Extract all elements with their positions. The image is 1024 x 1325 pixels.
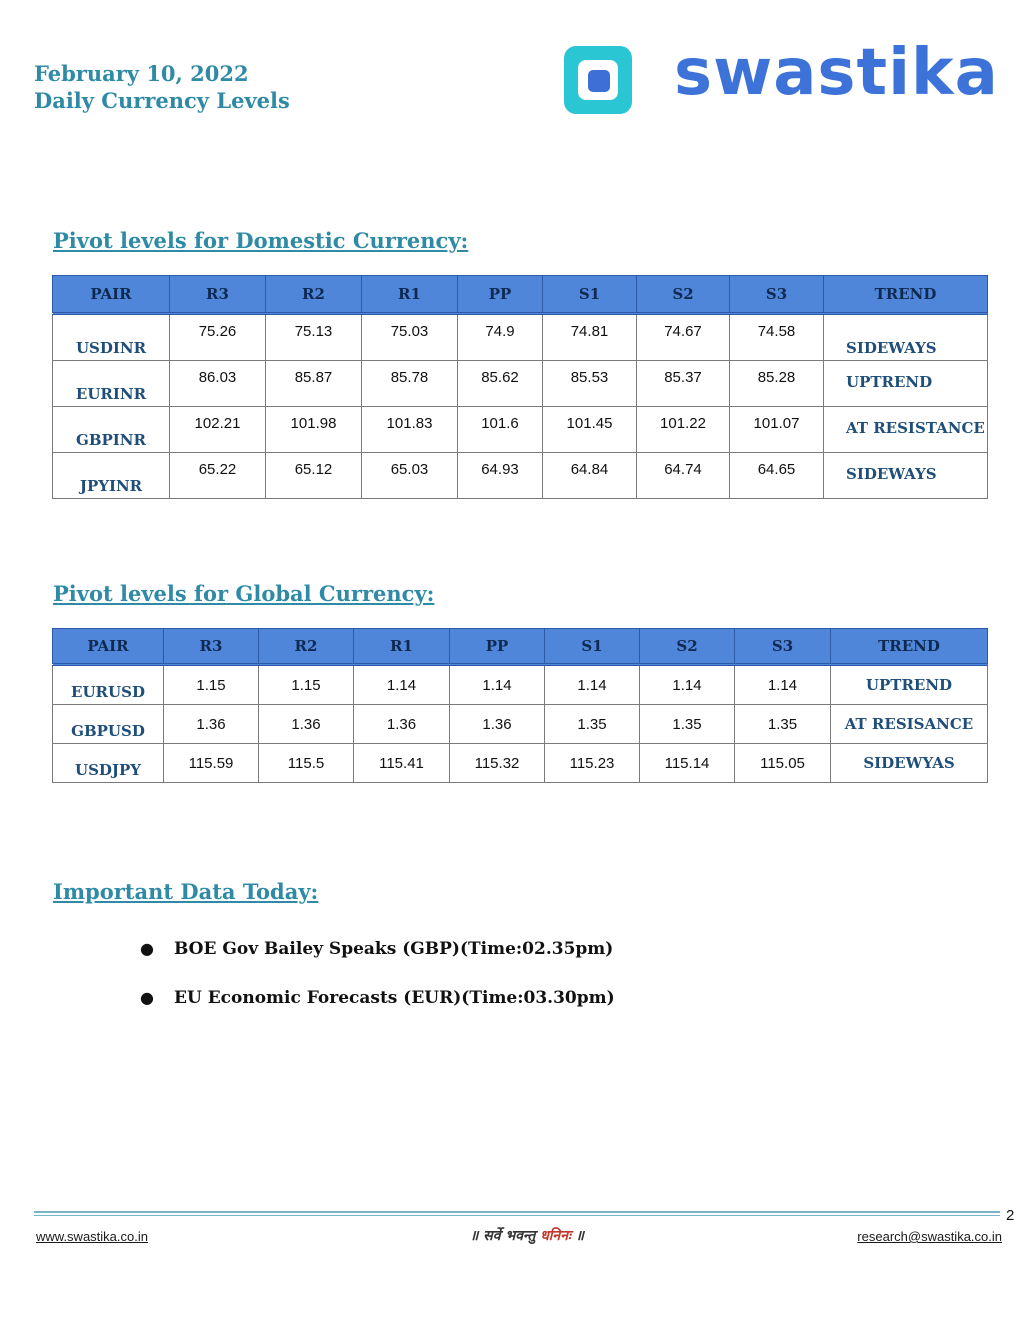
value-cell: 1.14 [545,665,640,705]
pair-cell: USDJPY [53,744,164,783]
value-cell: 75.03 [362,314,458,361]
value-cell: 74.58 [730,314,824,361]
value-cell: 115.23 [545,744,640,783]
value-cell: 1.35 [640,705,735,744]
table-header-row [53,276,988,314]
value-cell: 65.03 [362,453,458,499]
pair-cell: JPYINR [53,453,170,499]
table-row [53,361,988,407]
column-header: R2 [266,276,362,314]
value-cell: 1.36 [450,705,545,744]
value-cell: 1.14 [735,665,831,705]
value-cell: 64.93 [458,453,543,499]
value-cell: 115.41 [354,744,450,783]
event-text: EU Economic Forecasts (EUR)(Time:03.30pm) [174,988,615,1008]
value-cell: 75.26 [170,314,266,361]
column-header: R2 [259,629,354,665]
trend-cell: SIDEWAYS [824,314,988,361]
motto-text-end: ॥ [570,1228,585,1244]
value-cell: 1.14 [450,665,545,705]
table-row [53,744,988,783]
column-header: R3 [164,629,259,665]
column-header: PAIR [53,629,164,665]
column-header: R3 [170,276,266,314]
rounded-square-logo-icon [564,46,632,114]
table-row [53,453,988,499]
footer-divider-thin [34,1215,1000,1216]
trend-cell: AT RESISANCE [831,705,988,744]
logo-wordmark: swastika [674,36,999,110]
important-section-title: Important Data Today: [53,879,319,904]
value-cell: 115.14 [640,744,735,783]
value-cell: 85.78 [362,361,458,407]
bullet-icon: ● [140,988,154,1007]
pair-cell: GBPUSD [53,705,164,744]
value-cell: 1.36 [259,705,354,744]
column-header: PP [458,276,543,314]
important-events-list [140,934,615,1032]
value-cell: 1.36 [164,705,259,744]
report-date: February 10, 2022 [34,61,249,86]
global-pivot-table [52,628,988,783]
value-cell: 74.9 [458,314,543,361]
column-header: PP [450,629,545,665]
value-cell: 101.45 [543,407,637,453]
value-cell: 1.35 [735,705,831,744]
value-cell: 64.65 [730,453,824,499]
swastika-logo [560,36,1000,120]
value-cell: 1.35 [545,705,640,744]
trend-cell: AT RESISTANCE [824,407,988,453]
table-row [53,314,988,361]
list-item [140,934,615,983]
pair-cell: EURINR [53,361,170,407]
column-header: S2 [637,276,730,314]
value-cell: 85.62 [458,361,543,407]
table-row [53,407,988,453]
report-header [34,60,290,114]
value-cell: 1.14 [640,665,735,705]
pair-cell: EURUSD [53,665,164,705]
report-subtitle: Daily Currency Levels [34,88,290,113]
column-header: TREND [831,629,988,665]
value-cell: 65.22 [170,453,266,499]
table-row [53,665,988,705]
value-cell: 85.37 [637,361,730,407]
value-cell: 115.32 [450,744,545,783]
value-cell: 101.22 [637,407,730,453]
value-cell: 85.28 [730,361,824,407]
value-cell: 1.15 [164,665,259,705]
value-cell: 75.13 [266,314,362,361]
global-section-title: Pivot levels for Global Currency: [53,581,435,606]
trend-cell: SIDEWAYS [824,453,988,499]
domestic-section-title: Pivot levels for Domestic Currency: [53,228,469,253]
value-cell: 64.84 [543,453,637,499]
list-item [140,983,615,1032]
column-header: R1 [354,629,450,665]
column-header: S2 [640,629,735,665]
trend-cell: SIDEWYAS [831,744,988,783]
page-number: 2 [1006,1207,1015,1224]
value-cell: 115.05 [735,744,831,783]
motto-text: ॥ सर्वे भवन्तु [470,1228,541,1244]
column-header: S3 [730,276,824,314]
pair-cell: GBPINR [53,407,170,453]
column-header: S1 [545,629,640,665]
domestic-pivot-table [52,275,988,499]
value-cell: 115.5 [259,744,354,783]
column-header: S1 [543,276,637,314]
event-text: BOE Gov Bailey Speaks (GBP)(Time:02.35pm) [174,939,614,959]
value-cell: 74.67 [637,314,730,361]
value-cell: 65.12 [266,453,362,499]
value-cell: 101.07 [730,407,824,453]
value-cell: 1.36 [354,705,450,744]
value-cell: 1.15 [259,665,354,705]
value-cell: 1.14 [354,665,450,705]
column-header: TREND [824,276,988,314]
column-header: S3 [735,629,831,665]
column-header: R1 [362,276,458,314]
value-cell: 101.98 [266,407,362,453]
value-cell: 101.83 [362,407,458,453]
table-row [53,705,988,744]
value-cell: 74.81 [543,314,637,361]
website-link[interactable]: www.swastika.co.in [36,1229,148,1244]
value-cell: 86.03 [170,361,266,407]
motto-accent-text: धनिनः [540,1228,571,1244]
value-cell: 101.6 [458,407,543,453]
value-cell: 85.53 [543,361,637,407]
column-header: PAIR [53,276,170,314]
footer-motto [470,1226,584,1245]
pair-cell: USDINR [53,314,170,361]
value-cell: 115.59 [164,744,259,783]
value-cell: 85.87 [266,361,362,407]
footer-divider [34,1211,1000,1213]
table-header-row [53,629,988,665]
value-cell: 64.74 [637,453,730,499]
trend-cell: UPTREND [824,361,988,407]
value-cell: 102.21 [170,407,266,453]
bullet-icon: ● [140,939,154,958]
email-link[interactable]: research@swastika.co.in [857,1229,1002,1244]
trend-cell: UPTREND [831,665,988,705]
